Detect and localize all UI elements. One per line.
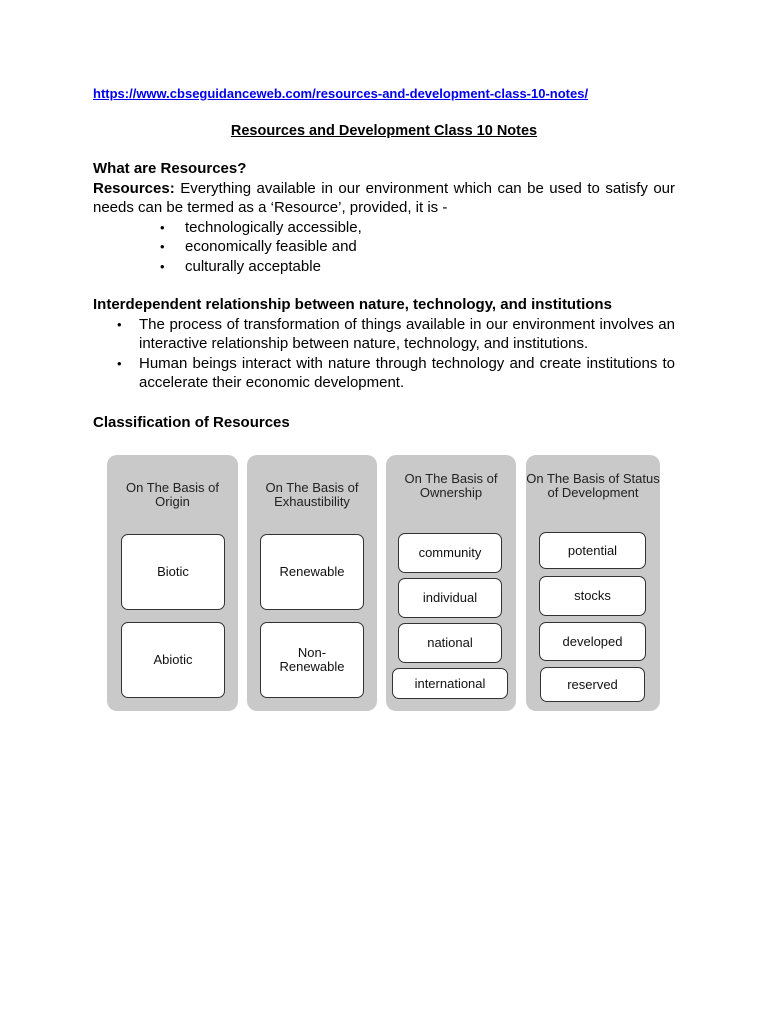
national-box: national (398, 623, 502, 663)
reserved-box: reserved (540, 667, 645, 702)
source-link[interactable]: https://www.cbseguidanceweb.com/resources-and-development-class-10-notes/ (93, 86, 589, 101)
classification-diagram (107, 455, 662, 713)
interdependence-section (93, 295, 675, 393)
development-status-column (526, 455, 660, 711)
resources-definition (93, 179, 675, 218)
stocks-box: stocks (539, 576, 646, 616)
classification-section (93, 413, 675, 433)
list-item: • culturally acceptable (93, 257, 675, 277)
interdependence-list (93, 315, 675, 393)
exhaustibility-column-title: On The Basis of Exhaustibility (265, 480, 359, 509)
origin-column (107, 455, 238, 711)
developed-box: developed (539, 622, 646, 661)
international-box: international (392, 668, 508, 699)
list-item: • Human beings interact with nature through technology and create institutions to accelerate their economic development. (93, 354, 675, 393)
resources-section (93, 159, 675, 276)
ownership-column (386, 455, 516, 711)
individual-box: individual (398, 578, 502, 618)
list-item: • The process of transformation of things available in our environment involves an interactive relationship between nature, technology, and institutions. (93, 315, 675, 354)
origin-column-title: On The Basis of Origin (126, 480, 219, 509)
classification-heading: Classification of Resources (93, 414, 290, 431)
resources-term: Resources: (93, 179, 175, 197)
development-status-column-title: On The Basis of Status of Development (526, 471, 660, 500)
interdependence-heading: Interdependent relationship between nature, technology, and institutions (93, 296, 612, 313)
ownership-column-title: On The Basis of Ownership (404, 471, 498, 500)
list-item: • economically feasible and (93, 237, 675, 257)
potential-box: potential (539, 532, 646, 569)
biotic-box: Biotic (121, 534, 225, 610)
community-box: community (398, 533, 502, 573)
document-title: Resources and Development Class 10 Notes (230, 123, 538, 139)
non-renewable-box: Non-Renewable (260, 622, 364, 698)
resources-heading: What are Resources? (93, 160, 247, 177)
resource-criteria-list (93, 218, 675, 277)
renewable-box: Renewable (260, 534, 364, 610)
list-item: • technologically accessible, (93, 218, 675, 238)
abiotic-box: Abiotic (121, 622, 225, 698)
exhaustibility-column (247, 455, 377, 711)
resources-definition-text: Everything available in our environment which can be used to satisfy our needs can be termed as a ‘Resource’, provided, it is - (93, 179, 676, 216)
